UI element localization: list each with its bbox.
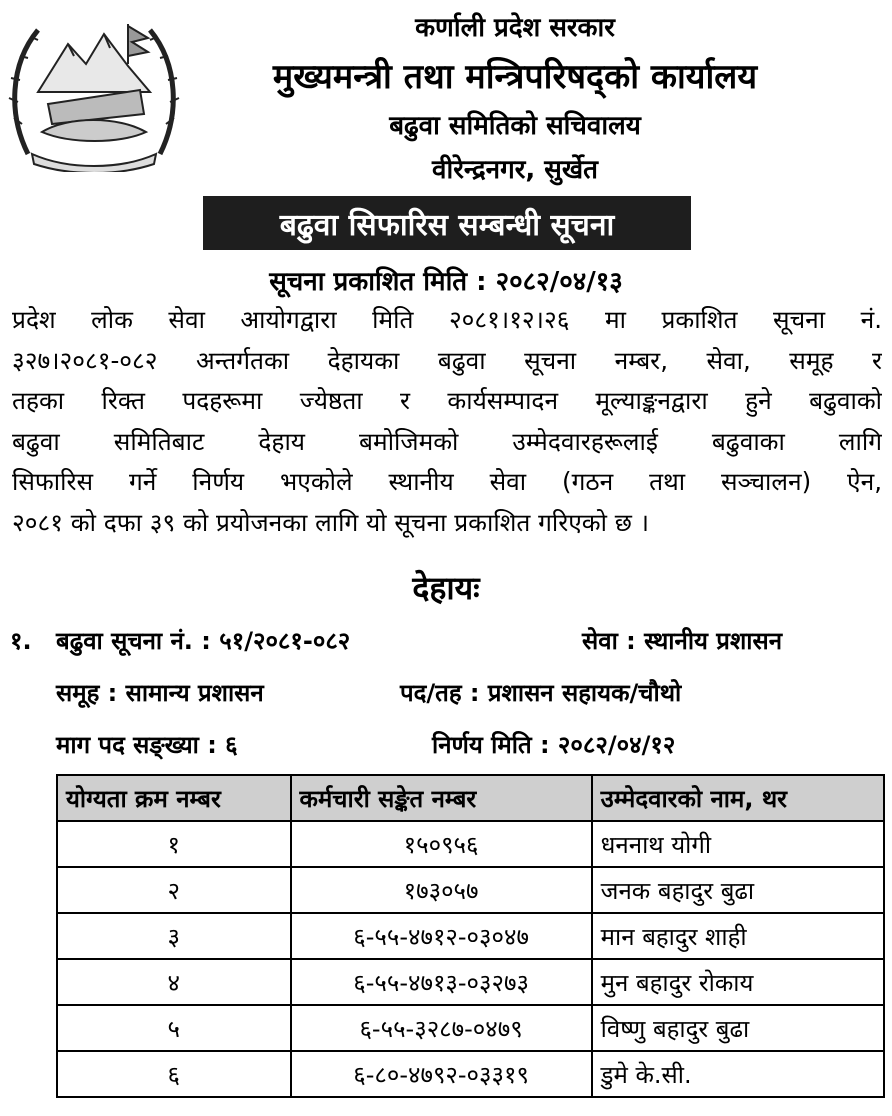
column-header-candidate-name: उम्मेदवारको नाम, थर bbox=[592, 775, 884, 821]
table-row bbox=[57, 1051, 884, 1097]
body-line: ३२७।२०८१-०८२ अन्तर्गतका देहायका बढुवा सूचना नम्बर, सेवा, समूह र bbox=[12, 345, 882, 375]
employee-code-cell: १७३०५७ bbox=[291, 867, 592, 913]
service-field: सेवा : स्थानीय प्रशासन bbox=[582, 627, 783, 655]
body-line: सिफारिस गर्ने निर्णय भएकोले स्थानीय सेवा (गठन तथा सञ्चालन) ऐन, bbox=[12, 467, 882, 496]
candidate-name-cell: धननाथ योगी bbox=[592, 821, 884, 867]
candidate-name-cell: डुमे के.सी. bbox=[592, 1051, 884, 1097]
notice-body bbox=[12, 300, 882, 543]
office-title: मुख्यमन्त्री तथा मन्त्रिपरिषद्‌को कार्यालय bbox=[272, 57, 758, 97]
notice-title-banner: बढुवा सिफारिस सम्बन्धी सूचना bbox=[203, 196, 691, 250]
demand-posts-field: माग पद सङ्ख्या : ६ bbox=[56, 731, 238, 759]
merit-rank-cell: ५ bbox=[57, 1005, 291, 1051]
column-header-employee-code: कर्मचारी सङ्केत नम्बर bbox=[291, 775, 592, 821]
candidate-name-cell: मान बहादुर शाही bbox=[592, 913, 884, 959]
employee-code-cell: ६-५५-४७१३-०३२७३ bbox=[291, 959, 592, 1005]
body-line: तहका रिक्त पदहरूमा ज्येष्ठता र कार्यसम्पादन मूल्याङ्कनद्वारा हुने बढुवाको bbox=[12, 386, 882, 415]
published-date: सूचना प्रकाशित मिति : २०८२/०४/१३ bbox=[269, 267, 623, 297]
table-row bbox=[57, 913, 884, 959]
group-field: समूह : सामान्य प्रशासन bbox=[56, 679, 264, 707]
table-row bbox=[57, 959, 884, 1005]
merit-rank-cell: २ bbox=[57, 867, 291, 913]
candidate-name-cell: मुन बहादुर रोकाय bbox=[592, 959, 884, 1005]
candidate-name-cell: जनक बहादुर बुढा bbox=[592, 867, 884, 913]
table-row bbox=[57, 821, 884, 867]
decision-date-field: निर्णय मिति : २०८२/०४/१२ bbox=[432, 731, 676, 759]
table-header-row bbox=[57, 775, 884, 821]
employee-code-cell: १५०९५६ bbox=[291, 821, 592, 867]
recommended-candidates-table bbox=[56, 774, 885, 1098]
employee-code-cell: ६-८०-४७९२-०३३१९ bbox=[291, 1051, 592, 1097]
table-row bbox=[57, 867, 884, 913]
merit-rank-cell: १ bbox=[57, 821, 291, 867]
item-number: १. bbox=[10, 627, 32, 655]
section-heading: देहायः bbox=[412, 569, 480, 607]
merit-rank-cell: ४ bbox=[57, 959, 291, 1005]
column-header-merit-rank: योग्यता क्रम नम्बर bbox=[57, 775, 291, 821]
body-line: २०८१ को दफा ३९ को प्रयोजनका लागि यो सूचना प्रकाशित गरिएको छ । bbox=[12, 507, 650, 537]
table-row bbox=[57, 1005, 884, 1051]
post-level-field: पद/तह : प्रशासन सहायक/चौथो bbox=[400, 679, 682, 707]
candidate-name-cell: विष्णु बहादुर बुढा bbox=[592, 1005, 884, 1051]
body-line: बढुवा समितिबाट देहाय बमोजिमको उम्मेदवारहरूलाई बढुवाका लागि bbox=[12, 426, 882, 456]
province-government-title: कर्णाली प्रदेश सरकार bbox=[415, 13, 615, 43]
government-emblem-icon bbox=[8, 4, 180, 172]
office-location: वीरेन्द्रनगर, सुर्खेत bbox=[432, 155, 598, 185]
merit-rank-cell: ६ bbox=[57, 1051, 291, 1097]
body-line: प्रदेश लोक सेवा आयोगद्वारा मिति २०८१।१२।२६ मा प्रकाशित सूचना नं. bbox=[12, 305, 882, 334]
employee-code-cell: ६-५५-३२८७-०४७९ bbox=[291, 1005, 592, 1051]
employee-code-cell: ६-५५-४७१२-०३०४७ bbox=[291, 913, 592, 959]
merit-rank-cell: ३ bbox=[57, 913, 291, 959]
notice-number: बढुवा सूचना नं. : ५१/२०८१-०८२ bbox=[56, 627, 351, 655]
secretariat-title: बढुवा समितिको सचिवालय bbox=[389, 111, 641, 141]
